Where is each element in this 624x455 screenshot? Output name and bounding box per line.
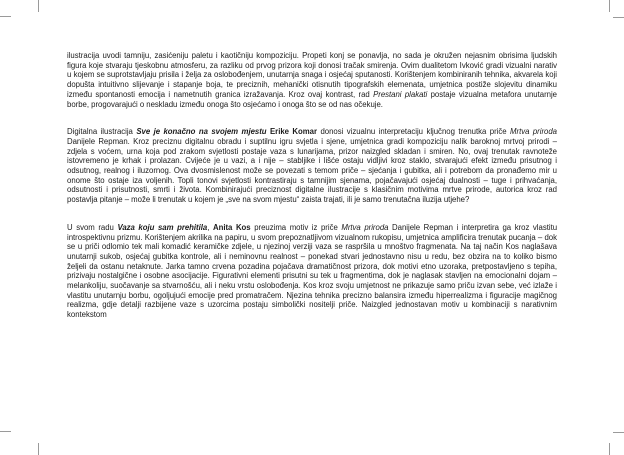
paragraph (67, 127, 557, 205)
text-segment: , (207, 222, 213, 232)
crop-mark-top-left-horizontal (0, 16, 11, 17)
crop-mark-top-right-vertical (609, 0, 610, 12)
text-segment: ilustracija uvodi tamniju, zasićeniju paletu i kaotičniju kompoziciju. Propeti konj se ponavlja, no sada je okružen nejasnim obrisima ljudskih figura koje stvaraju tjeskobnu atmosferu, za razliku od prvog prizora koji donosi tračak smirenja. Ovim dualitetom Ivković gradi vizualni narativ u kojem se suprotstavljaju prisila i želja za oslobođenjem, unutarnja snaga i osjećaj sputanosti. Korištenjem kombiniranih tehnika, akvarela koji dopušta intuitivno slijevanje i stapanje boja, te preciznih, mehanički otisnutih tipografskih elemenata, umjetnica postiže slojevitu dinamiku između spontanosti emocija i nametnutih granica izražavanja. Kroz ovaj kontrast, rad (67, 51, 557, 99)
text-segment: Anita Kos (212, 222, 251, 232)
crop-mark-top-right-horizontal (613, 17, 624, 18)
text-segment: Mrtva priroda (341, 222, 389, 232)
text-segment: U svom radu (67, 222, 118, 232)
paragraph (67, 51, 557, 109)
text-segment: Mrtva priroda (510, 127, 557, 137)
paragraph (67, 223, 557, 320)
crop-mark-bottom-right-vertical (609, 443, 610, 455)
text-segment: Prestani plakati (373, 89, 428, 99)
crop-mark-bottom-left-horizontal (0, 431, 11, 432)
text-segment: Erike Komar (266, 127, 318, 137)
crop-mark-bottom-left-vertical (38, 443, 39, 455)
text-segment: Digitalna ilustracija (67, 127, 137, 137)
body-text-block (67, 51, 557, 320)
crop-mark-bottom-right-horizontal (613, 432, 624, 433)
text-segment: preuzima motiv iz priče (250, 222, 342, 232)
text-segment: Danijele Repman i interpretira ga kroz vlastitu introspektivnu prizmu. Korištenjem akrilika na papiru, u svom prepoznatljivom vizualnom rukopisu, umjetnica amplificira trenutak pucanja – dok se u priči odlomio tek mali komadić keramičke zdjele, u njezinoj verziji vaza se raspršila u mnoštvo fragmenata. Na taj način Kos naglašava unutarnji sukob, osjećaj gubitka kontrole, ali i neminovnu realnost – ponekad stvari jednostavno nisu u redu, bez obzira na to koliko bismo željeli da ostanu netaknute. Jarka tamno crvena pozadina pojačava dramatičnost prizora, dok motivi etno uzoraka, pretpostavljeno s tepiha, prizivaju nostalgične i osobne asocijacije. Figurativni elementi prisutni su tek u fragmentima, dok je naglasak stavljen na emocionalni dojam – melankoliju, suočavanje sa stvarnošću, ali i neku vrstu oslobođenja. Kos kroz svoju umjetnost ne prikazuje samo priču izvan sebe, već izlaže i vlastitu unutarnju borbu, ogoljujući emocije pred promatračem. Njezina tehnika precizno balansira između hiperrealizma i figuracije magičnog realizma, gdje detalji razbijene vaze s uzorcima postaju simbolički nositelji priče. Naizgled jednostavan motiv u kombinaciji s narativnim kontekstom (67, 222, 558, 320)
text-segment: Danijele Repman. Kroz preciznu digitalnu obradu i suptilnu igru svjetla i sjene, umjetnica gradi kompoziciju nalik baroknoj mrtvoj prirodi – zdjela s voćem, urna koja pod zrakom svjetlosti postaje vaza s lunarijama, prizor naizgled skladan i smiren. No, ovaj trenutak ravnoteže istovremeno je krhak i prolazan. Cvijeće je u vazi, a i nije – stabljike i lišće ostaju vidljivi kroz staklo, stvarajući efekt između prisutnog i odsutnog, realnog i iluzornog. Ova dvosmislenost može se povezati s temom priče – sjećanja i gubitka, ali i potrebom da pronađemo mir u onome što ostaje iza voljenih. Topli tonovi svjetlosti kontrastiraju s tamnijim sjenama, pojačavajući osjećaj dualnosti – tuge i prihvaćanja, odsutnosti i prisutnosti, smrti i života. Kombinirajući preciznost digitalne ilustracije s klasičnim motivima mrtve prirode, autorica kroz rad postavlja pitanje – može li trenutak u kojem je „sve na svom mjestu“ zaista trajati, ili je samo trenutačna iluzija utjehe? (67, 136, 557, 205)
text-segment: Sve je konačno na svojem mjestu (136, 127, 267, 137)
crop-mark-top-left-vertical (38, 0, 39, 12)
text-segment: donosi vizualnu interpretaciju ključnog trenutka priče (317, 127, 511, 137)
text-segment: postaje vizualna metafora unutarnje borbe, progovarajući o neskladu između onoga što osjećamo i onoga što se od nas očekuje. (67, 89, 557, 109)
text-segment: Vaza koju sam prehitila (117, 222, 208, 232)
